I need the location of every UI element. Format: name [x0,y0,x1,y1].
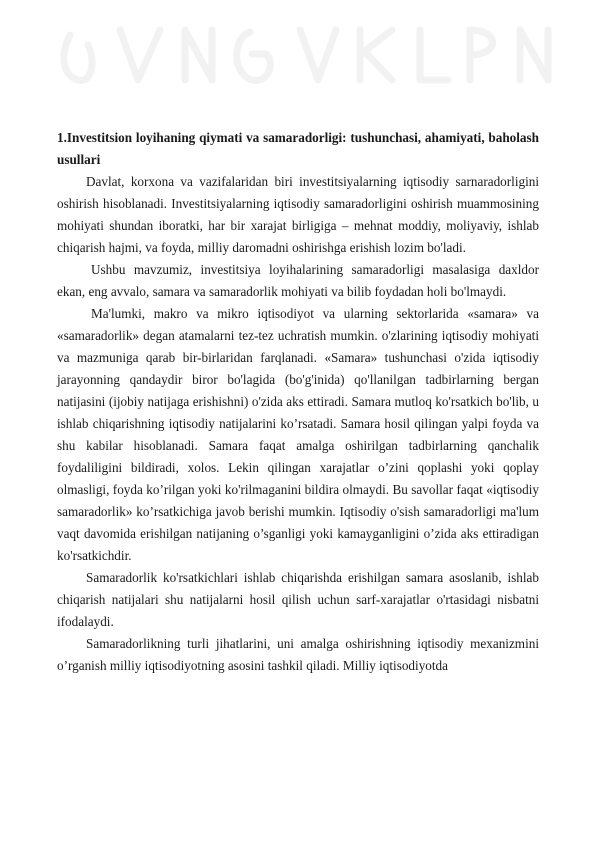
paragraph-3: Ma'lumki, makro va mikro iqtisodiyot va ularning sektorlarida «samara» va «samaradorlik» degan atamalarni tez-tez uchratish mumkin. o'zlarining iqtisodiy mohiyati va mazmuniga qarab bir-birlaridan farqlanadi. «Samara» tushunchasi o'zida iqtisodiy jarayonning qandaydir biror bo'lagida (bo'g'inida) qo'llanilgan tadbirlarning bergan natijasini (ijobiy natijaga erishishni) o'zida aks ettiradi. Samara mutloq ko'rsatkich bo'lib, u ishlab chiqarishning iqtisodiy natijalarini ko’rsatadi. Samara hosil qilingan yalpi foyda va shu kabilar hisoblanadi. Samara faqat amalga oshirilgan tadbirlarning qanchalik foydaliligini bildiradi, xolos. Lekin qilingan xarajatlar o’zini qoplashi yoki qoplay olmasligi, foyda ko’rilgan yoki ko'rilmaganini bildira olmaydi. Bu savollar faqat «iqtisodiy samaradorlik» ko’rsatkichiga javob berishi mumkin. Iqtisodiy o'sish samaradorligi ma'lum vaqt davomida erishilgan natijaning o’sganligi yoki kamayganligini o’zida aks ettiradigan ko'rsatkichdir. [57,306,539,563]
document-body [57,127,539,677]
paragraph-1: Davlat, korxona va vazifalaridan biri investitsiyalarning iqtisodiy sarnaradorligini oshirish hisoblanadi. Investitsiyalarning iqtisodiy samaradorligini oshirish muammosining mohiyati shundan iboratki, har bir xarajat birligiga – mehnat moddiy, moliyaviy, ishlab chiqarish hajmi, va foyda, milliy daromadni oshirishga erishish lozim bo'ladi. [57,174,539,255]
paragraph-4: Samaradorlik ko'rsatkichlari ishlab chiqarishda erishilgan samara asoslanib, ishlab chiqarish natijalari shu natijalarni hosil qilish uchun sarf-xarajatlar o'rtasidagi nisbatni ifodalaydi. [57,570,539,629]
section-heading: 1.Investitsion loyihaning qiymati va samaradorligi: tushunchasi, ahamiyati, baholash usullari [57,130,539,167]
paragraph-5: Samaradorlikning turli jihatlarini, uni amalga oshirishning iqtisodiy mexanizmini o’rganish milliy iqtisodiyotning asosini tashkil qiladi. Milliy iqtisodiyotda [57,636,539,673]
paragraph-2: Ushbu mavzumiz, investitsiya loyihalarining samaradorligi masalasiga daxldor ekan, eng avvalo, samara va samaradorlik mohiyati va bilib foydadan holi bo'lmaydi. [57,262,539,299]
